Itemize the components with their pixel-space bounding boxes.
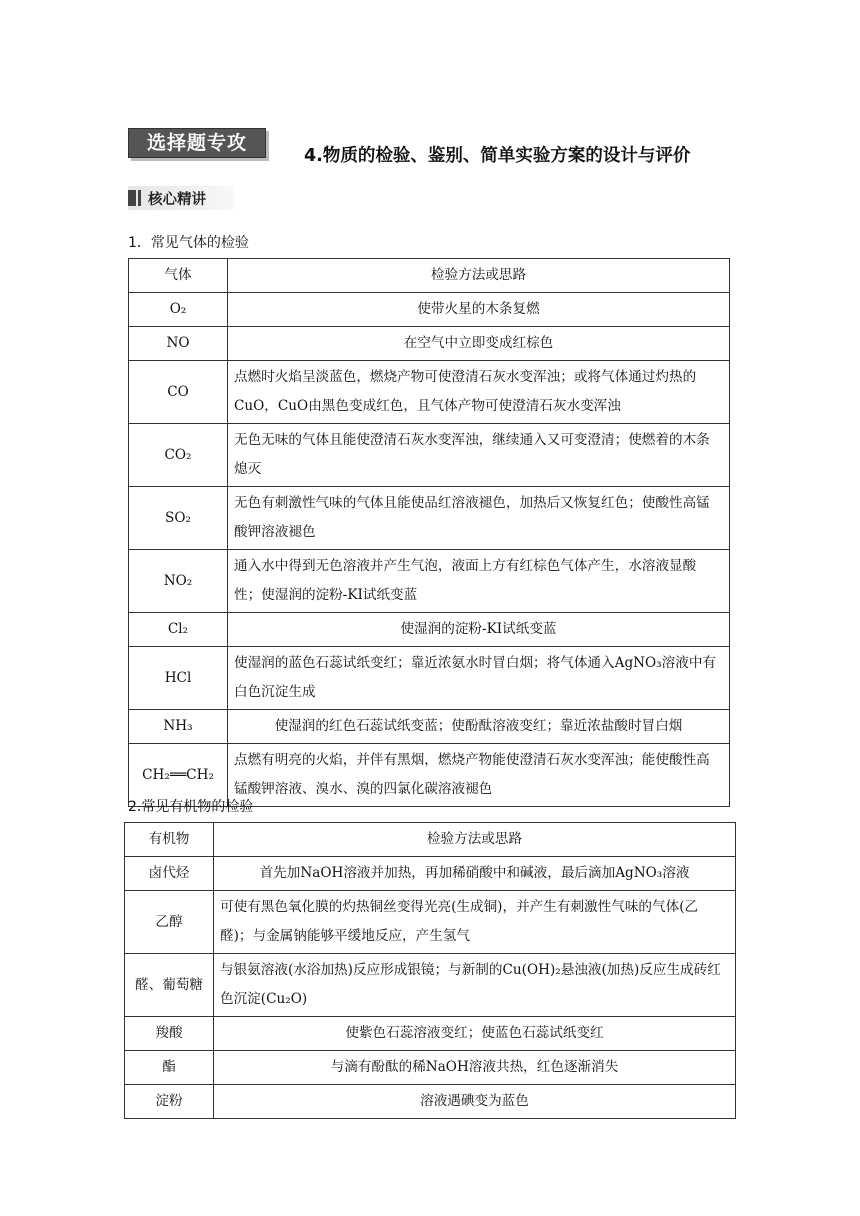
table-row xyxy=(129,327,730,361)
organic-name: 醛、葡萄糖 xyxy=(125,954,214,1017)
section-bar-icon xyxy=(128,190,136,206)
organic-name: 羧酸 xyxy=(125,1017,214,1051)
gas-name: SO₂ xyxy=(129,487,228,550)
table-row xyxy=(125,857,736,891)
header-cell: 气体 xyxy=(129,259,228,293)
gas-detection-table xyxy=(128,258,730,807)
gas-method: 点燃时火焰呈淡蓝色，燃烧产物可使澄清石灰水变浑浊；或将气体通过灼热的CuO，CuO由黑色变成红色，且气体产物可使澄清石灰水变浑浊 xyxy=(228,361,730,424)
table-header-row xyxy=(125,823,736,857)
table-row xyxy=(125,954,736,1017)
table-row xyxy=(125,1085,736,1119)
gas-name: HCl xyxy=(129,647,228,710)
table-row xyxy=(125,1051,736,1085)
gas-name: NH₃ xyxy=(129,710,228,744)
table1-caption: 1．常见气体的检验 xyxy=(128,235,249,251)
organic-method: 与银氨溶液(水浴加热)反应形成银镜；与新制的Cu(OH)₂悬浊液(加热)反应生成砖红色沉淀(Cu₂O) xyxy=(214,954,736,1017)
gas-method: 使湿润的红色石蕊试纸变蓝；使酚酞溶液变红；靠近浓盐酸时冒白烟 xyxy=(228,710,730,744)
organic-method: 首先加NaOH溶液并加热，再加稀硝酸中和碱液，最后滴加AgNO₃溶液 xyxy=(214,857,736,891)
gas-method: 点燃有明亮的火焰，并伴有黑烟，燃烧产物能使澄清石灰水变浑浊；能使酸性高锰酸钾溶液、溴水、溴的四氯化碳溶液褪色 xyxy=(228,744,730,807)
organic-method: 可使有黑色氧化膜的灼热铜丝变得光亮(生成铜)，并产生有刺激性气味的气体(乙醛)；与金属钠能够平缓地反应，产生氢气 xyxy=(214,891,736,954)
organic-detection-table xyxy=(124,822,736,1119)
table-row xyxy=(129,361,730,424)
gas-method: 在空气中立即变成红棕色 xyxy=(228,327,730,361)
table-row xyxy=(125,891,736,954)
header-cell: 有机物 xyxy=(125,823,214,857)
organic-name: 淀粉 xyxy=(125,1085,214,1119)
gas-method: 使湿润的蓝色石蕊试纸变红；靠近浓氨水时冒白烟；将气体通入AgNO₃溶液中有白色沉淀生成 xyxy=(228,647,730,710)
table-row xyxy=(129,550,730,613)
table-header-row xyxy=(129,259,730,293)
organic-method: 与滴有酚酞的稀NaOH溶液共热，红色逐渐消失 xyxy=(214,1051,736,1085)
gas-method: 使带火星的木条复燃 xyxy=(228,293,730,327)
section-label: 核心精讲 xyxy=(148,192,206,208)
table-row xyxy=(129,487,730,550)
organic-name: 卤代烃 xyxy=(125,857,214,891)
table-row xyxy=(129,710,730,744)
table-row xyxy=(129,613,730,647)
gas-name: NO₂ xyxy=(129,550,228,613)
section-bar-icon xyxy=(138,190,141,206)
organic-method: 溶液遇碘变为蓝色 xyxy=(214,1085,736,1119)
organic-method: 使紫色石蕊溶液变红；使蓝色石蕊试纸变红 xyxy=(214,1017,736,1051)
table-row xyxy=(125,1017,736,1051)
gas-name: NO xyxy=(129,327,228,361)
gas-method: 无色有刺激性气味的气体且能使品红溶液褪色，加热后又恢复红色；使酸性高锰酸钾溶液褪色 xyxy=(228,487,730,550)
gas-name: CO₂ xyxy=(129,424,228,487)
table2-caption: 2.常见有机物的检验 xyxy=(128,799,254,815)
gas-name: Cl₂ xyxy=(129,613,228,647)
topic-badge: 选择题专攻 xyxy=(128,128,266,158)
organic-name: 乙醇 xyxy=(125,891,214,954)
gas-name: O₂ xyxy=(129,293,228,327)
header-cell: 检验方法或思路 xyxy=(228,259,730,293)
gas-method: 无色无味的气体且能使澄清石灰水变浑浊，继续通入又可变澄清；使燃着的木条熄灭 xyxy=(228,424,730,487)
gas-name: CH₂══CH₂ xyxy=(129,744,228,807)
table-row xyxy=(129,647,730,710)
organic-name: 酯 xyxy=(125,1051,214,1085)
header-cell: 检验方法或思路 xyxy=(214,823,736,857)
page-title: 4.物质的检验、鉴别、简单实验方案的设计与评价 xyxy=(304,146,691,166)
gas-method: 通入水中得到无色溶液并产生气泡，液面上方有红棕色气体产生，水溶液显酸性；使湿润的淀粉-KI试纸变蓝 xyxy=(228,550,730,613)
gas-name: CO xyxy=(129,361,228,424)
table-row xyxy=(129,424,730,487)
section-header xyxy=(128,186,234,210)
gas-method: 使湿润的淀粉-KI试纸变蓝 xyxy=(228,613,730,647)
table-row xyxy=(129,293,730,327)
